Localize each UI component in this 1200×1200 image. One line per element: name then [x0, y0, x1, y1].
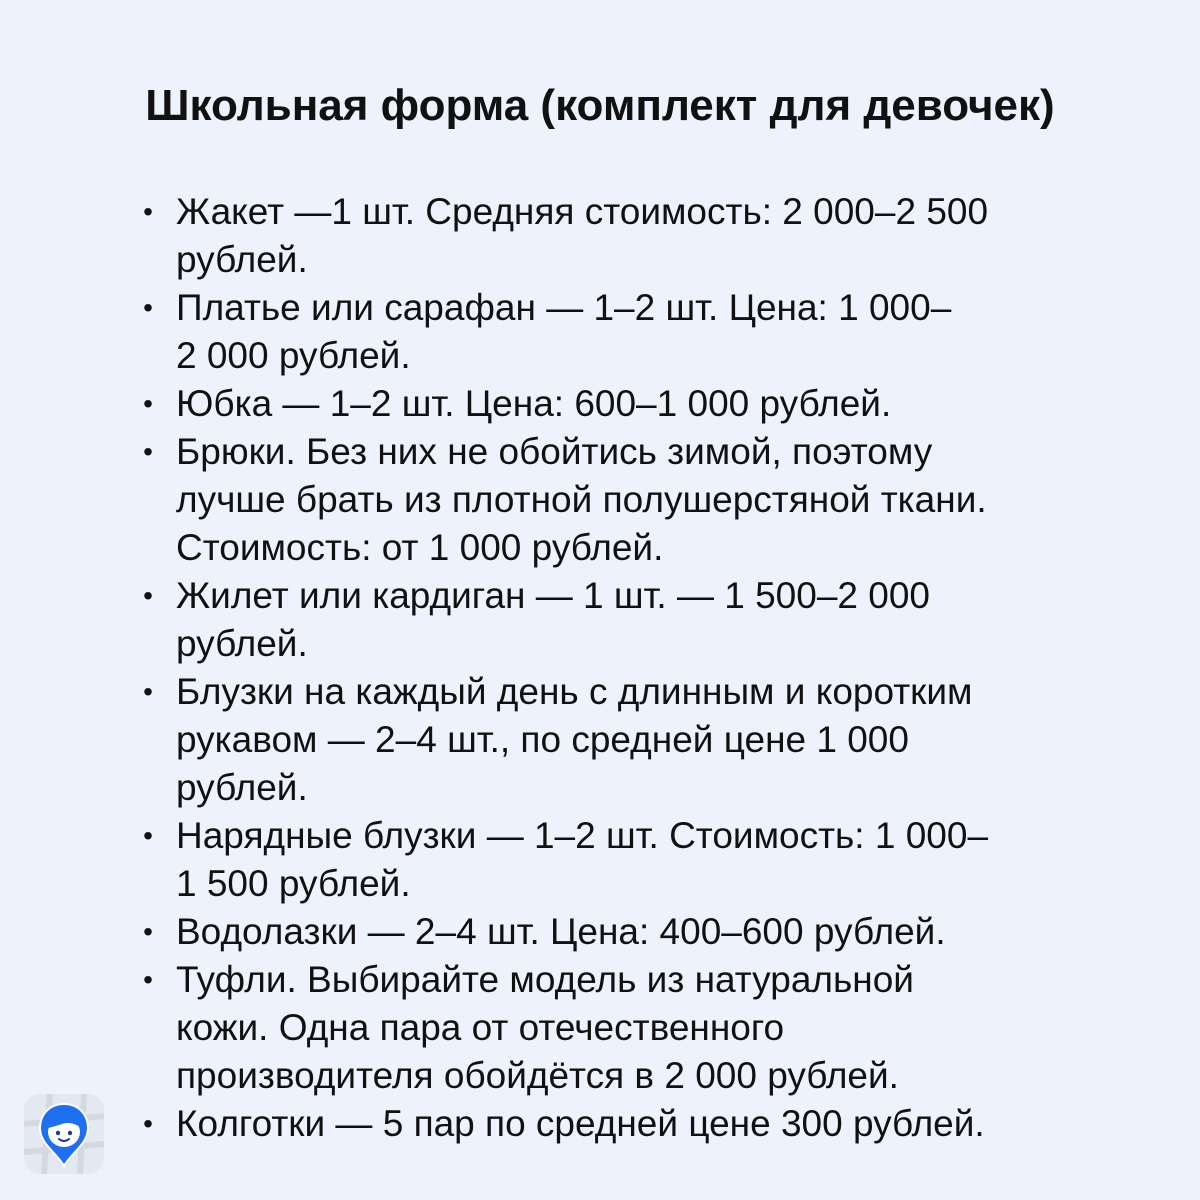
item-line: Туфли. Выбирайте модель из натуральной [176, 959, 914, 1000]
bullet-icon: • [143, 964, 153, 995]
item-line: Брюки. Без них не обойтись зимой, поэтому [176, 431, 933, 472]
item-line: Стоимость: от 1 000 рублей. [176, 527, 664, 568]
item-line: кожи. Одна пара от отечественного [176, 1007, 785, 1048]
bullet-icon: • [143, 676, 153, 707]
item-line: рублей. [176, 239, 308, 280]
list-item [136, 908, 1126, 956]
item-line: Платье или сарафан — 1–2 шт. Цена: 1 000– [176, 287, 952, 328]
item-line: Юбка — 1–2 шт. Цена: 600–1 000 рублей. [176, 383, 892, 424]
list-item [136, 956, 1126, 1100]
list-item [136, 188, 1126, 284]
bullet-icon: • [143, 388, 153, 419]
app-logo [24, 1094, 104, 1174]
item-line: Колготки — 5 пар по средней цене 300 рублей. [176, 1103, 985, 1144]
item-line: Блузки на каждый день с длинным и коротким [176, 671, 973, 712]
list-item [136, 572, 1126, 668]
list-item [136, 668, 1126, 812]
item-line: Жилет или кардиган — 1 шт. — 1 500–2 000 [176, 575, 931, 616]
bullet-icon: • [143, 1108, 153, 1139]
item-line: лучше брать из плотной полушерстяной ткани. [176, 479, 987, 520]
item-line: Водолазки — 2–4 шт. Цена: 400–600 рублей. [176, 911, 946, 952]
item-line: 2 000 рублей. [176, 335, 411, 376]
item-line: рукавом — 2–4 шт., по средней цене 1 000 [176, 719, 909, 760]
bullet-icon: • [143, 436, 153, 467]
item-line: Жакет —1 шт. Средняя стоимость: 2 000–2 500 [176, 191, 989, 232]
list-item [136, 284, 1126, 380]
bullet-icon: • [143, 292, 153, 323]
map-pin-face-icon [24, 1094, 104, 1174]
list-item [136, 1100, 1126, 1148]
bullet-icon: • [143, 916, 153, 947]
bullet-icon: • [143, 196, 153, 227]
item-line: производителя обойдётся в 2 000 рублей. [176, 1055, 899, 1096]
bullet-icon: • [143, 580, 153, 611]
list-item [136, 428, 1126, 572]
uniform-list [136, 188, 1126, 1148]
item-line: рублей. [176, 623, 308, 664]
bullet-icon: • [143, 820, 153, 851]
item-line: рублей. [176, 767, 308, 808]
page-title: Школьная форма (комплект для девочек) [145, 81, 1055, 130]
item-line: Нарядные блузки — 1–2 шт. Стоимость: 1 000– [176, 815, 989, 856]
list-item [136, 380, 1126, 428]
list-item [136, 812, 1126, 908]
item-line: 1 500 рублей. [176, 863, 411, 904]
